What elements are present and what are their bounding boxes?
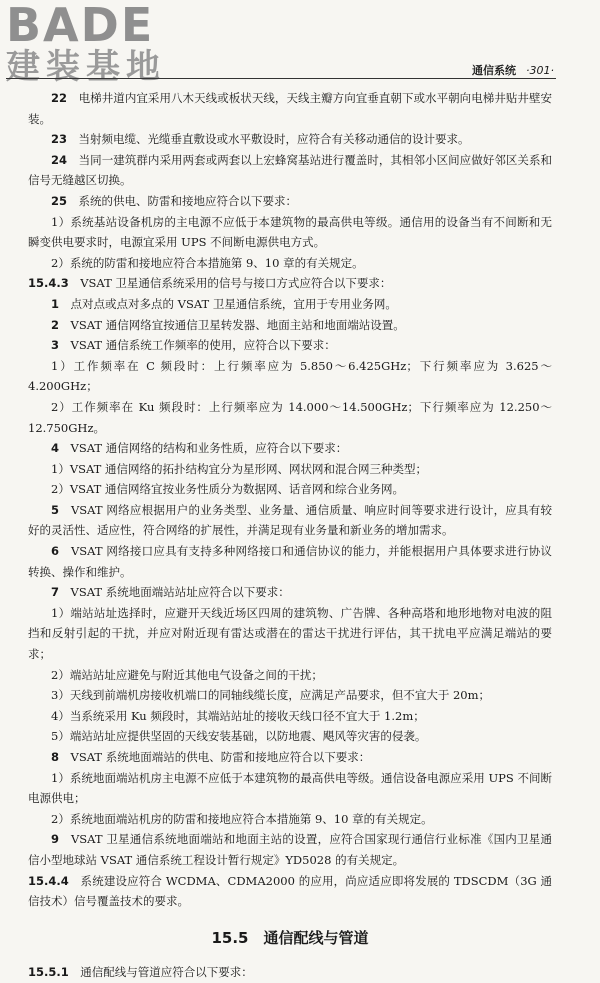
item-text: 点对点或点对多点的 VSAT 卫星通信系统，宜用于专用业务网。 [70, 296, 397, 311]
list-item [28, 603, 552, 665]
item-text: 2）系统地面端站机房的防雷和接地应符合本措施第 9、10 章的有关规定。 [51, 811, 433, 826]
item-number: 15.4.3 [28, 276, 69, 291]
clause-paragraph [28, 871, 552, 912]
clause-15-5-1 [28, 962, 552, 983]
logo-wordmark: BADE [6, 0, 155, 52]
item-text: VSAT 通信网络宜按通信卫星转发器、地面主站和地面端站设置。 [70, 317, 405, 332]
item-text: 1）系统地面端站机房主电源不应低于本建筑物的最高供电等级。通信设备电源应采用 UPS 不间断电源供电； [28, 770, 552, 806]
list-item [28, 809, 552, 830]
logo-chinese: 建装基地 [6, 47, 166, 87]
clause-text: 通信配线与管道应符合以下要求： [80, 965, 253, 980]
item-number: 9 [51, 832, 60, 847]
item-number: 22 [51, 91, 68, 105]
item-text: 5）端站站址应提供坚固的天线安装基础，以防地震、飓风等灾害的侵袭。 [51, 729, 427, 744]
item-text: 1）系统基站设备机房的主电源不应低于本建筑物的最高供电等级。通信用的设备当有不间断和无瞬变供电要求时，电源宜采用 UPS 不间断电源供电方式。 [28, 214, 552, 250]
item-text: VSAT 网络应根据用户的业务类型、业务量、通信质量、响应时间等要求进行设计，应具有较好的灵活性、适应性，符合网络的扩展性，并满足现有业务量和新业务的增加需求。 [28, 502, 552, 538]
list-item [28, 438, 552, 459]
item-text: 电梯井道内宜采用八木天线或板状天线，天线主瓣方向宜垂直朝下或水平朝向电梯井贴井壁安装。 [28, 91, 553, 126]
list-item [28, 397, 552, 438]
item-text: 4）当系统采用 Ku 频段时，其端站站址的接收天线口径不宜大于 1.2m； [51, 708, 425, 723]
item-text: VSAT 网络接口应具有支持多种网络接口和通信协议的能力，并能根据用户具体要求进行协议转换、操作和维护。 [28, 544, 552, 579]
item-number: 6 [51, 544, 60, 559]
list-item [28, 150, 552, 191]
list-item [28, 500, 552, 541]
paragraph-list [28, 88, 552, 912]
item-text: 系统的供电、防雷和接地应符合以下要求： [78, 193, 298, 208]
item-text: 2）端站站址应避免与附近其他电气设备之间的干扰； [51, 667, 323, 682]
item-number: 7 [51, 585, 60, 600]
list-item [28, 726, 552, 747]
item-text: 当射频电缆、光缆垂直敷设或水平敷设时，应符合有关移动通信的设计要求。 [78, 132, 470, 147]
clause-number: 15.5.1 [28, 965, 69, 980]
list-item [28, 479, 552, 500]
list-item [28, 459, 552, 480]
clause-paragraph [28, 273, 552, 294]
item-text: 2）VSAT 通信网络宜按业务性质分为数据网、话音网和综合业务网。 [51, 482, 404, 497]
item-text: VSAT 卫星通信系统采用的信号与接口方式应符合以下要求： [80, 276, 392, 291]
item-text: 1）端站站址选择时，应避开天线近场区四周的建筑物、广告牌、各种高塔和地形地物对电波的阻挡和反射引起的干扰，并应对附近现有雷达或潜在的雷达干扰进行评估，其干扰电平应满足端站的要求； [28, 605, 552, 662]
page-body [28, 88, 552, 983]
list-item [28, 829, 552, 870]
page-number: ·301· [526, 64, 554, 77]
list-item [28, 665, 552, 686]
item-text: 系统建设应符合 WCDMA、CDMA2000 的应用，尚应适应即将发展的 TDSCDM（3G 通信技术）信号覆盖技术的要求。 [28, 873, 552, 909]
item-number: 2 [51, 317, 60, 332]
list-item [28, 747, 552, 768]
item-text: 1）VSAT 通信网络的拓扑结构宜分为星形网、网状网和混合网三种类型； [51, 461, 427, 476]
list-item [28, 706, 552, 727]
item-text: 3）天线到前端机房接收机端口的同轴线缆长度，应满足产品要求，但不宜大于 20m； [51, 688, 491, 703]
list-item [28, 315, 552, 336]
item-text: 1）工作频率在 C 频段时：上行频率应为 5.850～6.425GHz；下行频率应为 3.625～4.200GHz； [28, 358, 552, 394]
header-section: 通信系统 [472, 64, 516, 77]
header-rule [6, 78, 556, 79]
list-item [28, 335, 552, 356]
item-number: 1 [51, 296, 60, 311]
item-number: 3 [51, 338, 60, 353]
item-number: 23 [51, 132, 68, 147]
item-text: 2）系统的防雷和接地应符合本措施第 9、10 章的有关规定。 [51, 255, 364, 270]
item-number: 8 [51, 750, 60, 764]
item-number: 24 [51, 152, 68, 167]
item-text: VSAT 通信系统工作频率的使用，应符合以下要求： [70, 338, 336, 353]
list-item [28, 685, 552, 706]
item-text: 2）工作频率在 Ku 频段时：上行频率应为 14.000～14.500GHz；下行频率应为 12.250～12.750GHz。 [28, 399, 552, 435]
item-text: VSAT 通信网络的结构和业务性质，应符合以下要求： [70, 441, 348, 456]
list-item [28, 191, 552, 212]
item-text: 当同一建筑群内采用两套或两套以上宏蜂窝基站进行覆盖时，其相邻小区间应做好邻区关系和信号无缝越区切换。 [28, 152, 553, 188]
list-item [28, 212, 552, 253]
list-item [28, 768, 552, 809]
list-item [28, 294, 552, 315]
list-item [28, 356, 552, 397]
list-item [28, 253, 552, 274]
item-number: 25 [51, 193, 68, 208]
item-text: VSAT 系统地面端站站址应符合以下要求： [70, 585, 290, 600]
section-title: 15.5 通信配线与管道 [211, 928, 369, 947]
list-item [28, 582, 552, 603]
list-item [28, 88, 552, 129]
running-header [472, 62, 554, 78]
item-number: 4 [51, 441, 60, 456]
item-number: 5 [51, 502, 60, 517]
list-item [28, 129, 552, 150]
bade-logo [6, 2, 186, 86]
list-item [28, 541, 552, 582]
item-text: VSAT 卫星通信系统地面端站和地面主站的设置，应符合国家现行通信行业标准《国内卫星通信小型地球站 VSAT 通信系统工程设计暂行规定》YD5028 的有关规定。 [28, 832, 552, 867]
item-number: 15.4.4 [28, 873, 69, 888]
item-text: VSAT 系统地面端站的供电、防雷和接地应符合以下要求： [70, 750, 371, 764]
